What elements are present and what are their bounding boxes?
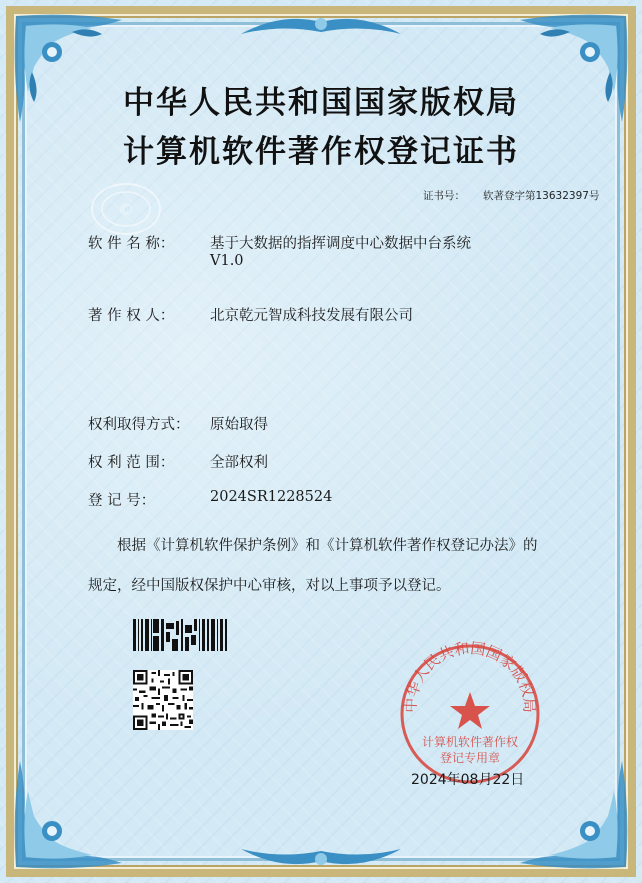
certificate-number-label: 证书号：: [423, 190, 465, 202]
certificate-number-value: 软著登字第13632397号: [483, 190, 600, 202]
field-registration-number: [88, 489, 332, 510]
seal-line1: 计算机软件著作权: [421, 735, 519, 749]
issuer-title: 中华人民共和国国家版权局: [123, 85, 519, 121]
field-label: 权利取得方式：: [88, 417, 190, 433]
official-red-seal: [396, 640, 544, 788]
corner-ornament-icon: [12, 751, 132, 871]
certificate-number: [423, 188, 599, 203]
top-ornament-icon: [241, 12, 401, 38]
field-label: 软 件 名 称：: [88, 236, 175, 252]
qr-code-icon: [133, 670, 193, 730]
bottom-ornament-icon: [241, 845, 401, 871]
seal-line2: 登记专用章: [439, 751, 501, 765]
field-copyright-owner: [88, 304, 413, 325]
field-value: 全部权利: [210, 455, 268, 471]
statement-paragraph: [88, 526, 608, 606]
software-version-value: V1.0: [210, 253, 244, 269]
seal-arc-text: 中华人民共和国国家版权局: [401, 640, 539, 714]
field-value: 原始取得: [210, 417, 268, 433]
field-acquisition-method: [88, 413, 268, 434]
field-value: [210, 232, 471, 269]
field-software-name: [88, 232, 471, 269]
field-value: 北京乾元智成科技发展有限公司: [210, 308, 413, 324]
field-value: 2024SR1228524: [210, 489, 333, 505]
field-label: 著 作 权 人：: [88, 308, 175, 324]
barcode-icon: [133, 619, 229, 651]
statement-line: 规定，经中国版权保护中心审核，对以上事项予以登记。: [88, 578, 451, 594]
field-rights-scope: [88, 451, 268, 472]
field-label: 权 利 范 围：: [88, 455, 175, 471]
software-name-value: 基于大数据的指挥调度中心数据中台系统: [210, 236, 471, 252]
seal-star-icon: [450, 692, 490, 729]
certificate-title: 计算机软件著作权登记证书: [123, 134, 519, 170]
field-label: 登 记 号：: [88, 493, 156, 509]
issue-date: 2024年08月22日: [411, 772, 525, 788]
svg-text:©: ©: [118, 200, 134, 219]
statement-line: 根据《计算机软件保护条例》和《计算机软件著作权登记办法》的: [117, 538, 538, 554]
watermark-emblem-icon: [88, 180, 164, 238]
